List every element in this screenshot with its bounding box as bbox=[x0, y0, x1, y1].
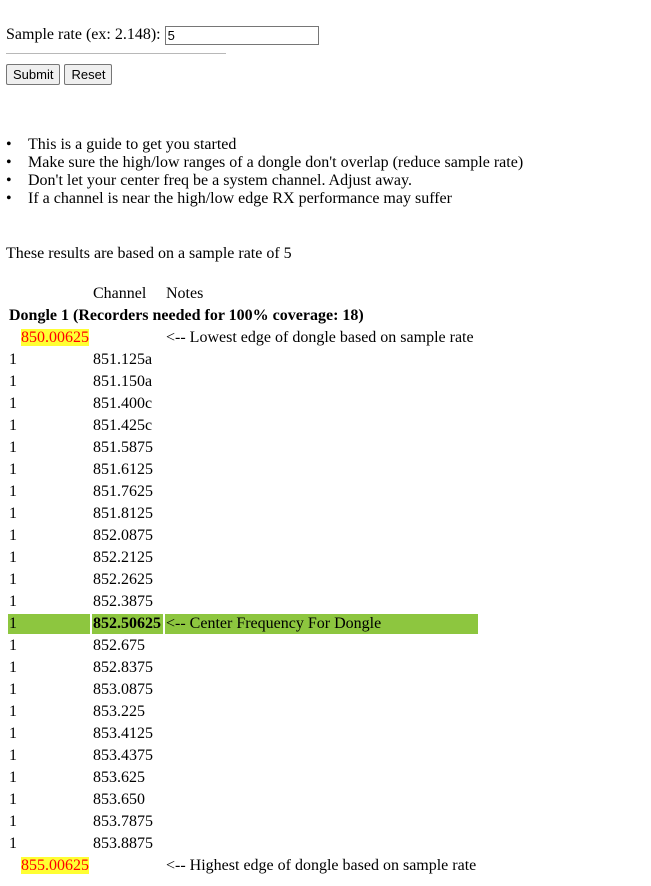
channel-note bbox=[165, 350, 478, 370]
table-row bbox=[8, 724, 478, 744]
header-channel: Channel bbox=[93, 285, 147, 302]
channel-note bbox=[165, 526, 478, 546]
high-edge-note: <-- Highest edge of dongle based on sample rate bbox=[166, 857, 477, 874]
channel-note bbox=[165, 504, 478, 524]
header-blank bbox=[8, 284, 90, 304]
recorder-count: 1 bbox=[9, 659, 17, 676]
table-row bbox=[8, 438, 478, 458]
recorder-count: 1 bbox=[9, 505, 17, 522]
low-edge-blank bbox=[92, 328, 163, 348]
channel-note bbox=[165, 834, 478, 854]
channel-freq: 852.675 bbox=[93, 637, 145, 654]
channel-note bbox=[165, 482, 478, 502]
bullet-icon: • bbox=[6, 154, 12, 171]
channel-note bbox=[165, 702, 478, 722]
bullet-icon: • bbox=[6, 190, 12, 207]
channel-note bbox=[165, 592, 478, 612]
table-row bbox=[8, 482, 478, 502]
recorder-count: 1 bbox=[9, 461, 17, 478]
table-row bbox=[8, 592, 478, 612]
table-row bbox=[8, 768, 478, 788]
channel-freq: 852.8375 bbox=[93, 659, 153, 676]
channel-note bbox=[165, 812, 478, 832]
channel-freq: 853.4375 bbox=[93, 747, 153, 764]
channel-note bbox=[165, 460, 478, 480]
recorder-count: 1 bbox=[9, 835, 17, 852]
recorder-count: 1 bbox=[9, 439, 17, 456]
guide-text: Make sure the high/low ranges of a dongle don't overlap (reduce sample rate) bbox=[28, 154, 524, 171]
table-row bbox=[8, 416, 478, 436]
channel-note bbox=[165, 658, 478, 678]
recorder-count: 1 bbox=[9, 527, 17, 544]
submit-button[interactable]: Submit bbox=[6, 64, 60, 85]
channel-note bbox=[165, 790, 478, 810]
channel-freq: 851.6125 bbox=[93, 461, 153, 478]
guide-list bbox=[6, 136, 523, 208]
guide-item bbox=[6, 172, 523, 190]
table-row bbox=[8, 372, 478, 392]
channel-freq: 853.7875 bbox=[93, 813, 153, 830]
channel-freq: 853.8875 bbox=[93, 835, 153, 852]
recorder-count: 1 bbox=[8, 614, 90, 634]
channel-freq: 853.625 bbox=[93, 769, 145, 786]
channel-freq: 851.7625 bbox=[93, 483, 153, 500]
table-header-row bbox=[8, 284, 478, 304]
table-row bbox=[8, 790, 478, 810]
guide-text: This is a guide to get you started bbox=[28, 136, 237, 153]
bullet-icon: • bbox=[6, 172, 12, 189]
recorder-count: 1 bbox=[9, 769, 17, 786]
high-edge-blank bbox=[92, 856, 163, 876]
recorder-count: 1 bbox=[9, 681, 17, 698]
channel-freq: 852.2625 bbox=[93, 571, 153, 588]
channel-freq: 853.0875 bbox=[93, 681, 153, 698]
table-row bbox=[8, 680, 478, 700]
center-frequency-row bbox=[8, 614, 478, 634]
high-edge-cell bbox=[8, 856, 90, 876]
channel-freq: 851.425c bbox=[93, 417, 153, 434]
guide-item bbox=[6, 154, 523, 172]
header-notes: Notes bbox=[166, 285, 204, 302]
channel-freq: 853.650 bbox=[93, 791, 145, 808]
guide-text: If a channel is near the high/low edge RX performance may suffer bbox=[28, 190, 452, 207]
channel-note bbox=[165, 394, 478, 414]
channel-note bbox=[165, 372, 478, 392]
form-divider bbox=[6, 53, 226, 54]
guide-item bbox=[6, 190, 523, 208]
table-row bbox=[8, 570, 478, 590]
channel-note bbox=[165, 570, 478, 590]
low-edge-freq: 850.00625 bbox=[21, 329, 89, 346]
channel-freq: 852.50625 bbox=[93, 615, 161, 632]
guide-text: Don't let your center freq be a system channel. Adjust away. bbox=[28, 172, 412, 189]
low-edge-note: <-- Lowest edge of dongle based on sample rate bbox=[166, 329, 474, 346]
channel-note bbox=[165, 416, 478, 436]
channel-note bbox=[165, 724, 478, 744]
recorder-count: 1 bbox=[9, 395, 17, 412]
channel-freq: 851.8125 bbox=[93, 505, 153, 522]
channel-freq: 852.0875 bbox=[93, 527, 153, 544]
channel-freq: 852.3875 bbox=[93, 593, 153, 610]
recorder-count: 1 bbox=[9, 571, 17, 588]
table-row bbox=[8, 702, 478, 722]
recorder-count: 1 bbox=[9, 813, 17, 830]
sample-rate-form bbox=[6, 25, 319, 45]
results-summary: These results are based on a sample rate of 5 bbox=[6, 245, 292, 262]
channel-freq: 853.4125 bbox=[93, 725, 153, 742]
channel-freq: 852.2125 bbox=[93, 549, 153, 566]
channel-note: <-- Center Frequency For Dongle bbox=[165, 614, 478, 634]
sample-rate-label: Sample rate (ex: 2.148): bbox=[6, 26, 161, 43]
table-row bbox=[8, 350, 478, 370]
table-row bbox=[8, 460, 478, 480]
table-row bbox=[8, 746, 478, 766]
channel-freq: 851.400c bbox=[93, 395, 153, 412]
reset-button[interactable]: Reset bbox=[64, 64, 112, 85]
table-row bbox=[8, 812, 478, 832]
recorder-count: 1 bbox=[9, 703, 17, 720]
channel-freq: 851.5875 bbox=[93, 439, 153, 456]
high-edge-freq: 855.00625 bbox=[21, 857, 89, 874]
channel-freq: 851.150a bbox=[93, 373, 153, 390]
channel-note bbox=[165, 636, 478, 656]
channel-note bbox=[165, 438, 478, 458]
dongle-title-row bbox=[8, 306, 478, 326]
channels-table bbox=[6, 282, 480, 878]
guide-item bbox=[6, 136, 523, 154]
low-edge-row bbox=[8, 328, 478, 348]
recorder-count: 1 bbox=[9, 791, 17, 808]
recorder-count: 1 bbox=[9, 637, 17, 654]
table-row bbox=[8, 548, 478, 568]
table-row bbox=[8, 526, 478, 546]
channel-note bbox=[165, 746, 478, 766]
bullet-icon: • bbox=[6, 136, 12, 153]
table-row bbox=[8, 636, 478, 656]
sample-rate-input[interactable] bbox=[165, 26, 319, 45]
table-row bbox=[8, 658, 478, 678]
table-row bbox=[8, 394, 478, 414]
channel-note bbox=[165, 548, 478, 568]
channel-freq: 851.125a bbox=[93, 351, 153, 368]
table-row bbox=[8, 834, 478, 854]
table-row bbox=[8, 504, 478, 524]
channel-note bbox=[165, 768, 478, 788]
recorder-count: 1 bbox=[9, 417, 17, 434]
recorder-count: 1 bbox=[9, 725, 17, 742]
high-edge-row bbox=[8, 856, 478, 876]
channel-note bbox=[165, 680, 478, 700]
dongle-title: Dongle 1 (Recorders needed for 100% coverage: 18) bbox=[9, 307, 364, 324]
recorder-count: 1 bbox=[9, 373, 17, 390]
form-buttons bbox=[6, 64, 112, 85]
low-edge-cell bbox=[8, 328, 90, 348]
recorder-count: 1 bbox=[9, 483, 17, 500]
recorder-count: 1 bbox=[9, 593, 17, 610]
channel-freq: 853.225 bbox=[93, 703, 145, 720]
recorder-count: 1 bbox=[9, 747, 17, 764]
recorder-count: 1 bbox=[9, 549, 17, 566]
recorder-count: 1 bbox=[9, 351, 17, 368]
